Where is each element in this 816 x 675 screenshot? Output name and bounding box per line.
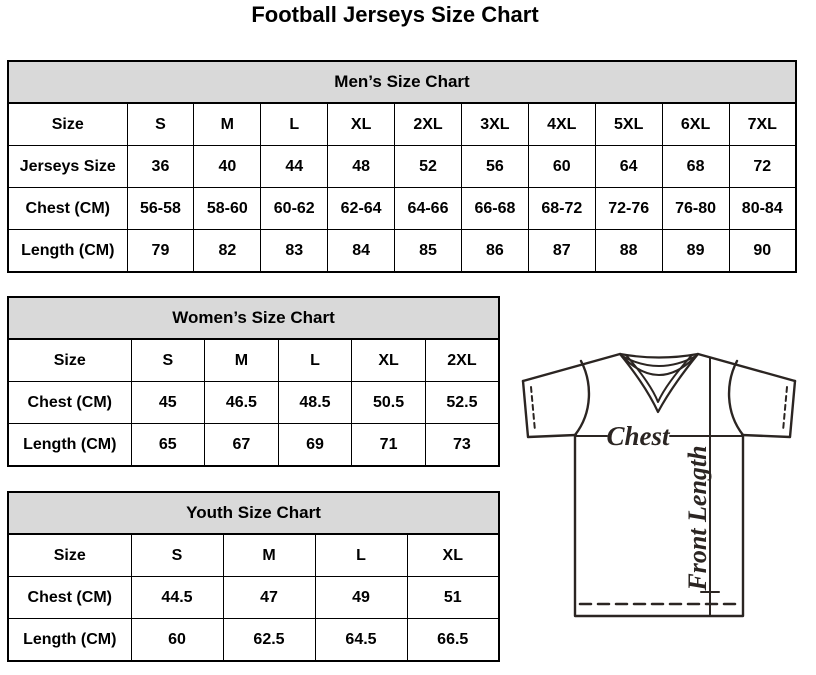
- table-cell: 51: [407, 577, 499, 619]
- page-title: Football Jerseys Size Chart: [251, 2, 539, 27]
- table-cell: 64-66: [395, 188, 462, 230]
- table-row: [8, 577, 499, 619]
- table-row: [8, 339, 499, 382]
- table-cell: XL: [407, 534, 499, 577]
- row-label: Length (CM): [8, 619, 131, 662]
- row-label: Size: [8, 103, 127, 146]
- table-cell: S: [131, 339, 205, 382]
- table-cell: 6XL: [662, 103, 729, 146]
- front-length-label: Front Length: [683, 445, 712, 591]
- table-cell: 40: [194, 146, 261, 188]
- table-cell: 47: [223, 577, 315, 619]
- table-cell: 84: [328, 230, 395, 273]
- jersey-left-shoulder-seam: [523, 354, 620, 381]
- row-label: Chest (CM): [8, 382, 131, 424]
- table-cell: 3XL: [461, 103, 528, 146]
- chest-label: Chest: [606, 421, 670, 451]
- jersey-collar-top: [620, 354, 698, 358]
- table-cell: M: [194, 103, 261, 146]
- men-table-header: Men’s Size Chart: [8, 61, 796, 103]
- table-cell: 5XL: [595, 103, 662, 146]
- table-cell: S: [131, 534, 223, 577]
- table-cell: 72: [729, 146, 796, 188]
- table-cell: 66.5: [407, 619, 499, 662]
- table-cell: 46.5: [205, 382, 279, 424]
- table-row: [8, 382, 499, 424]
- table-cell: 2XL: [425, 339, 499, 382]
- table-cell: 56-58: [127, 188, 194, 230]
- table-cell: 58-60: [194, 188, 261, 230]
- table-cell: 88: [595, 230, 662, 273]
- table-cell: 36: [127, 146, 194, 188]
- table-cell: 90: [729, 230, 796, 273]
- table-cell: 49: [315, 577, 407, 619]
- table-cell: S: [127, 103, 194, 146]
- table-cell: 52.5: [425, 382, 499, 424]
- row-label: Size: [8, 534, 131, 577]
- jersey-left-cuff-dashes: [531, 387, 535, 431]
- table-cell: 76-80: [662, 188, 729, 230]
- row-label: Size: [8, 339, 131, 382]
- table-cell: 48: [328, 146, 395, 188]
- table-cell: 69: [278, 424, 352, 467]
- table-row: [8, 188, 796, 230]
- table-cell: 7XL: [729, 103, 796, 146]
- womens-size-table: [7, 296, 500, 467]
- table-cell: 68: [662, 146, 729, 188]
- table-cell: 82: [194, 230, 261, 273]
- table-cell: 65: [131, 424, 205, 467]
- table-cell: 52: [395, 146, 462, 188]
- table-cell: 72-76: [595, 188, 662, 230]
- table-cell: 83: [261, 230, 328, 273]
- table-cell: 79: [127, 230, 194, 273]
- youth-size-table: [7, 491, 500, 662]
- table-cell: 80-84: [729, 188, 796, 230]
- row-label: Length (CM): [8, 424, 131, 467]
- youth-table-header: Youth Size Chart: [8, 492, 499, 534]
- table-cell: L: [278, 339, 352, 382]
- table-cell: 56: [461, 146, 528, 188]
- table-cell: 44.5: [131, 577, 223, 619]
- jersey-diagram-svg: [510, 330, 816, 675]
- table-cell: M: [205, 339, 279, 382]
- jersey-right-cuff-dashes: [783, 387, 787, 431]
- jersey-left-armhole: [575, 361, 589, 435]
- row-label: Chest (CM): [8, 188, 127, 230]
- table-cell: XL: [328, 103, 395, 146]
- table-cell: 50.5: [352, 382, 426, 424]
- table-cell: 68-72: [528, 188, 595, 230]
- table-row: [8, 619, 499, 662]
- table-cell: M: [223, 534, 315, 577]
- jersey-right-armhole: [729, 361, 743, 435]
- table-cell: 89: [662, 230, 729, 273]
- row-label: Chest (CM): [8, 577, 131, 619]
- table-cell: 86: [461, 230, 528, 273]
- table-row: [8, 230, 796, 273]
- table-cell: 73: [425, 424, 499, 467]
- table-cell: 64: [595, 146, 662, 188]
- table-cell: 62-64: [328, 188, 395, 230]
- table-cell: 45: [131, 382, 205, 424]
- jersey-right-shoulder-seam: [698, 354, 795, 381]
- table-cell: 60: [131, 619, 223, 662]
- table-cell: XL: [352, 339, 426, 382]
- row-label: Length (CM): [8, 230, 127, 273]
- table-cell: L: [261, 103, 328, 146]
- table-cell: 60: [528, 146, 595, 188]
- table-cell: 66-68: [461, 188, 528, 230]
- table-cell: 71: [352, 424, 426, 467]
- table-cell: L: [315, 534, 407, 577]
- table-cell: 60-62: [261, 188, 328, 230]
- table-cell: 62.5: [223, 619, 315, 662]
- table-cell: 64.5: [315, 619, 407, 662]
- women-table-header: Women’s Size Chart: [8, 297, 499, 339]
- table-row: [8, 146, 796, 188]
- table-cell: 67: [205, 424, 279, 467]
- table-row: [8, 424, 499, 467]
- table-cell: 87: [528, 230, 595, 273]
- table-cell: 48.5: [278, 382, 352, 424]
- table-cell: 4XL: [528, 103, 595, 146]
- table-cell: 85: [395, 230, 462, 273]
- jersey-body-outline: [575, 435, 743, 616]
- jersey-measurement-diagram: [510, 330, 816, 675]
- row-label: Jerseys Size: [8, 146, 127, 188]
- table-cell: 44: [261, 146, 328, 188]
- table-cell: 2XL: [395, 103, 462, 146]
- table-row: [8, 534, 499, 577]
- mens-size-table: [7, 60, 797, 273]
- table-row: [8, 103, 796, 146]
